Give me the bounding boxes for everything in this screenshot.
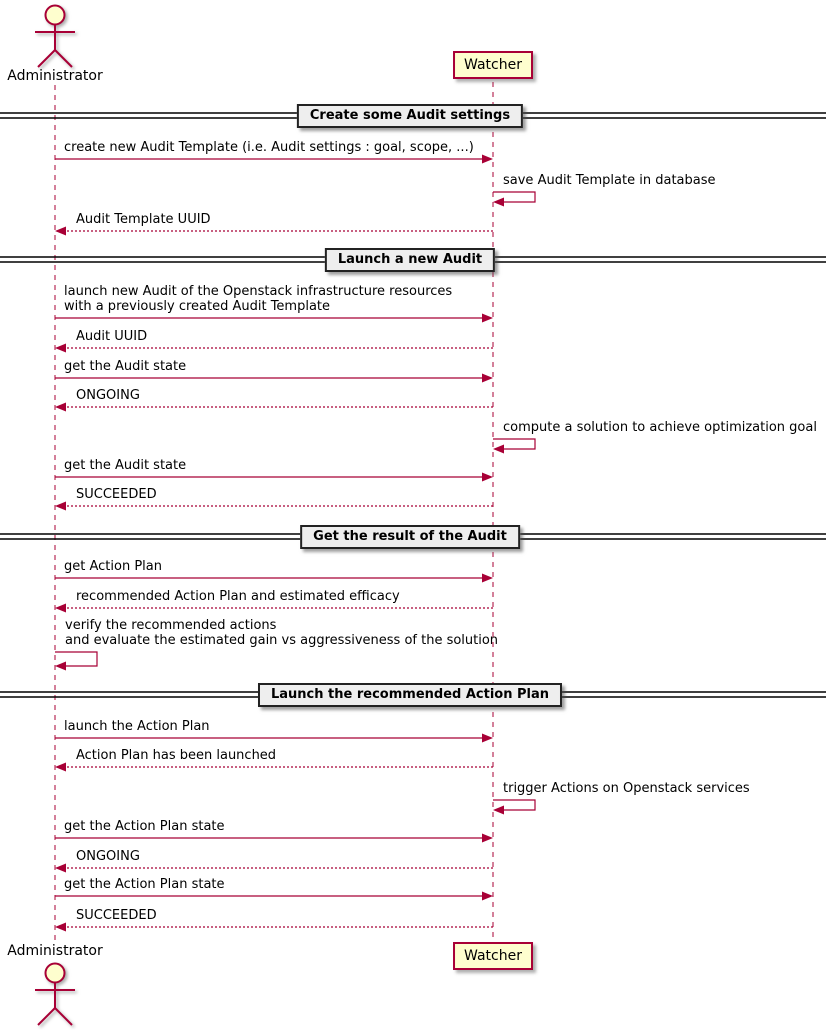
message-label <box>76 212 211 227</box>
message-label-line: Audit Template UUID <box>76 212 211 227</box>
message-label <box>76 908 157 923</box>
message-label <box>64 458 186 473</box>
message-label-line: save Audit Template in database <box>503 173 716 188</box>
divider-label: Launch a new Audit <box>325 248 495 272</box>
participant-watcher-bottom: Watcher <box>453 942 533 970</box>
message-label <box>503 173 716 188</box>
message-label <box>503 781 750 796</box>
message-label-line: and evaluate the estimated gain vs aggressiveness of the solution <box>65 633 499 648</box>
divider-label: Create some Audit settings <box>297 104 523 128</box>
message-label-line: recommended Action Plan and estimated efficacy <box>76 589 400 604</box>
message-label <box>64 719 210 734</box>
message-label-line: with a previously created Audit Template <box>64 299 331 314</box>
message-label-line: ONGOING <box>76 388 140 403</box>
message-label-line: launch new Audit of the Openstack infrastructure resources <box>64 284 453 299</box>
message-label-line: ONGOING <box>76 849 140 864</box>
message-label <box>64 284 452 314</box>
message-label <box>76 487 157 502</box>
message-label-line: create new Audit Template (i.e. Audit settings : goal, scope, ...) <box>64 140 474 155</box>
participant-watcher-top: Watcher <box>453 51 533 79</box>
message-label-line: SUCCEEDED <box>76 908 157 923</box>
divider-label: Get the result of the Audit <box>300 525 520 549</box>
message-label <box>76 388 140 403</box>
message-label <box>64 819 225 834</box>
message-label-line: get Action Plan <box>64 559 162 574</box>
message-label <box>76 849 140 864</box>
message-label-line: verify the recommended actions <box>65 618 277 633</box>
message-label <box>64 559 162 574</box>
message-label-line: trigger Actions on Openstack services <box>503 781 750 796</box>
divider-label: Launch the recommended Action Plan <box>258 683 562 707</box>
message-label <box>64 140 474 155</box>
message-label-line: compute a solution to achieve optimization goal <box>503 420 817 435</box>
message-label <box>64 359 186 374</box>
message-label <box>76 329 147 344</box>
message-label-line: Audit UUID <box>76 329 148 344</box>
message-label <box>76 748 276 763</box>
message-label-line: get the Action Plan state <box>64 877 225 892</box>
message-label <box>503 420 817 435</box>
message-label <box>64 877 225 892</box>
actor-administrator-label-bottom: Administrator <box>7 943 103 959</box>
actor-administrator-label-top: Administrator <box>7 68 103 84</box>
message-label <box>65 618 498 648</box>
message-label-line: launch the Action Plan <box>64 719 210 734</box>
message-label-line: get the Audit state <box>64 359 187 374</box>
message-label-line: Action Plan has been launched <box>76 748 277 763</box>
message-label-line: get the Action Plan state <box>64 819 225 834</box>
message-label-line: SUCCEEDED <box>76 487 157 502</box>
message-label <box>76 589 400 604</box>
message-label-line: get the Audit state <box>64 458 187 473</box>
